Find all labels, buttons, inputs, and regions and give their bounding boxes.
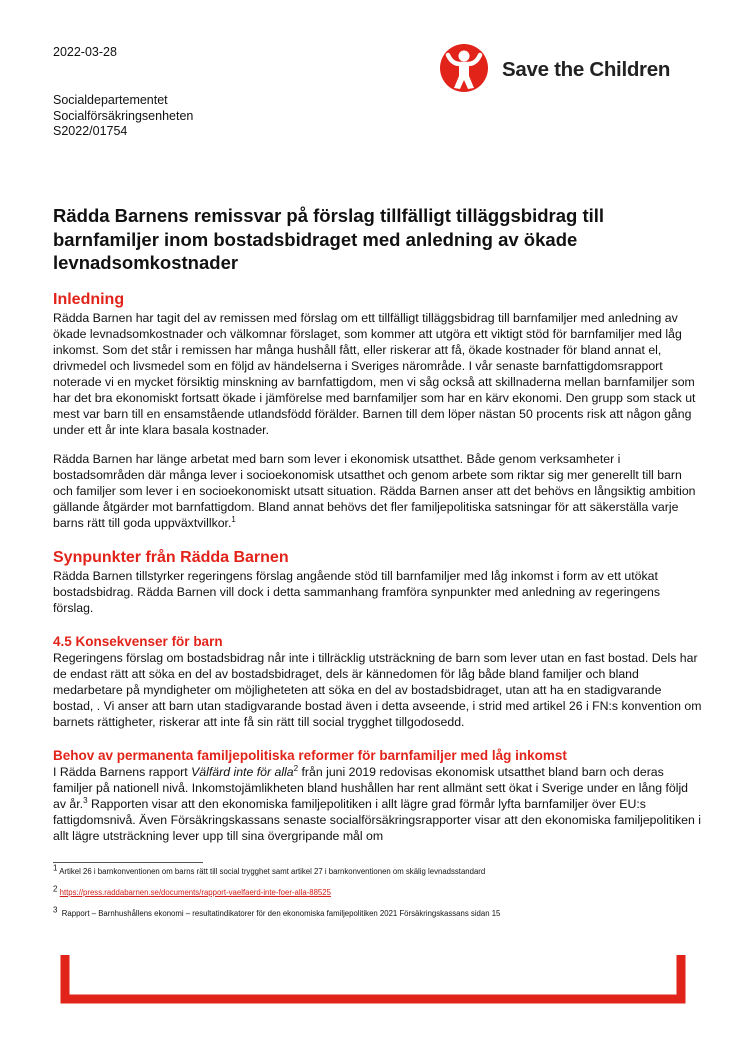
footnote-ref[interactable]: 2 xyxy=(293,763,299,773)
paragraph-text: från juni 2019 redovisas ekonomisk utsatthet bland barn och deras familjer på nationell nivå. Inkomstojämlikheten bland hushållen har rent allmänt sett ökat i Sverige under en lång följd av år. xyxy=(53,765,689,811)
address-line: Socialdepartementet xyxy=(53,93,168,107)
paragraph: Rädda Barnen har tagit del av remissen med förslag om ett tillfälligt tilläggsbidrag till barnfamiljer med anledning av ökade levnadsomkostnader och välkomnar förslaget, som kommer att utgöra ett viktigt stöd för barnfamiljer med låg inkomst. Som det står i remissen har många hushåll fått, eller riskerar att få, ökade kostnader för bland annat el, drivmedel och livsmedel som en följd av händelserna i Sveriges närområde. I vår senaste barnfattigdomsrapport noterade vi en mycket försiktig minskning av barnfattigdom, men vi såg också att skillnaderna mellan barnfamiljer som har det bra ekonomiskt fortsatt ökade i jämförelse med barnfamiljer som har en kärv ekonomi. Den grupp som stack ut mest var barn till en ensamstående utlandsfödd förälder. Barnen till dem löper nästan 50 procents risk att någon gång under ett år inte klara basala kostnader. xyxy=(53,311,696,437)
paragraph: Rädda Barnen tillstyrker regeringens förslag angående stöd till barnfamiljer med låg inkomst i form av ett utökat bostadsbidrag. Rädda Barnen vill dock i detta sammanhang framföra synpunkter med anledning av regeringens förslag. xyxy=(53,569,661,615)
document-title: Rädda Barnens remissvar på förslag tillfälligt tilläggsbidrag till barnfamiljer inom bostadsbidraget med anledning av ökade levnadsomkostnader xyxy=(53,205,605,273)
address-line: Socialförsäkringsenheten xyxy=(53,108,194,123)
paragraph-text: Rädda Barnen har länge arbetat med barn som lever i ekonomisk utsatthet. Både genom verksamheter i bostadsområden där många lever i socioekonomisk utsatthet och genom arbete som riktar sig mer generellt till barn och familjer som lever i en socioekonomiskt utsatt situation. Rädda Barnen anser att det behövs en långsiktig ambition gällande åtgärder mot barnfattigdom. Bland annat behövs det fler familjepolitiska satsningar för att säkerställa varje barns rätt till goda uppväxtvillkor. xyxy=(53,452,696,530)
paragraph xyxy=(53,451,703,531)
paragraph-text: Rapporten visar att den ekonomiska familjepolitiken i allt lägre grad förmår lyfta barnfamiljer över EU:s fattigdomsnivå. Även Försäkringskassans senaste socialförsäkringsrapporter visar att den ekonomiska familjepolitiken i allt lägre utsträckning lever upp till sina övergripande mål om xyxy=(53,797,701,843)
section-heading-reformer: Behov av permanenta familjepolitiska reformer för barnfamiljer med låg inkomst xyxy=(53,748,567,763)
footnote-divider xyxy=(53,862,203,863)
section-heading-synpunkter: Synpunkter från Rädda Barnen xyxy=(53,549,289,566)
document-body xyxy=(53,290,703,844)
paragraph xyxy=(53,764,703,844)
footnote-link[interactable]: https://press.raddabarnen.se/documents/rapport-vaelfaerd-inte-foer-alla-88525 xyxy=(59,888,331,897)
paragraph: Regeringens förslag om bostadsbidrag når inte i tillräcklig utsträckning de barn som lever utan en fast bostad. Dels har de endast rätt att söka en del av bostadsbidraget, dels är kännedomen för låg både bland familjer och bland medarbetare på myndigheter om möjligheteten att söka en del av bostadsbidraget, utan att ha en stadigvarande bostad, . Vi anser att barn utan stadigvarande bostad även i detta avseende, i strid med artikel 26 i FN:s konvention om barnets rättigheter, riskerar att inte få sin rätt till social trygghet tillgodosedd. xyxy=(53,651,702,729)
document-date: 2022-03-28 xyxy=(53,45,117,59)
section-heading-konsekvenser: 4.5 Konsekvenser för barn xyxy=(53,634,223,649)
recipient-address xyxy=(53,93,193,140)
footnote-number: 1 xyxy=(53,863,58,873)
footnote-number: 3 xyxy=(53,905,58,915)
footnote-ref[interactable]: 1 xyxy=(231,514,236,524)
footnotes xyxy=(53,863,703,919)
red-frame-decoration-icon xyxy=(60,955,686,1005)
footnote xyxy=(53,905,703,919)
footnote xyxy=(53,863,703,877)
footnote-text: Artikel 26 i barnkonventionen om barns rätt till social trygghet samt artikel 27 i barnkonventionen om skälig levnadsstandard xyxy=(59,867,486,876)
footnote xyxy=(53,884,703,898)
footnote-ref[interactable]: 3 xyxy=(83,795,88,805)
report-title: Välfärd inte för alla xyxy=(191,765,294,779)
address-line: S2022/01754 xyxy=(53,124,128,138)
section-heading-inledning: Inledning xyxy=(53,291,125,308)
paragraph-text: I Rädda Barnens rapport xyxy=(53,765,192,779)
footnote-number: 2 xyxy=(53,884,58,894)
footnote-text: Rapport – Barnhushållens ekonomi – resultatindikatorer för den ekonomiska familjepolitiken 2021 Försäkringskassans sidan 15 xyxy=(61,909,501,918)
logo-wordmark: Save the Children xyxy=(502,58,671,81)
